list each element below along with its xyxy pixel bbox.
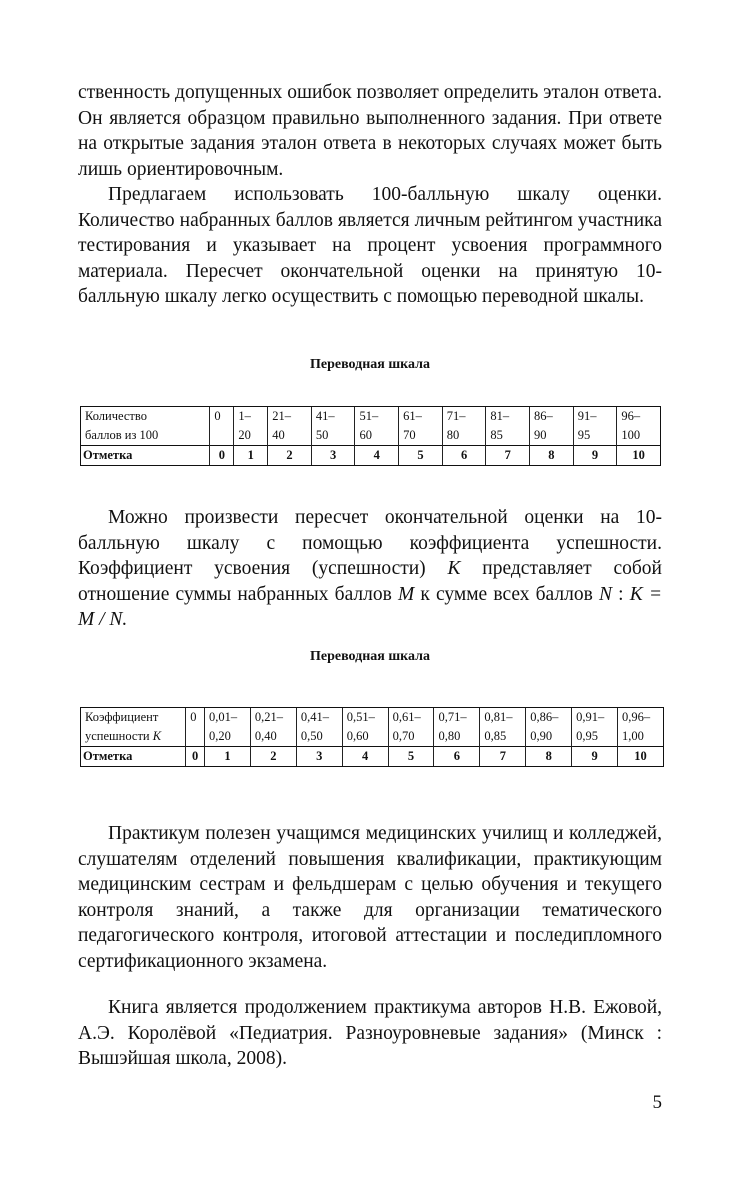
table1-mark: 1 [234,446,268,466]
conversion-table-coefficient [80,707,664,767]
table2-label-var: K [152,729,162,743]
paragraph-3 [78,505,662,633]
table1-range-end: 70 [399,426,443,446]
table1-range-end: 40 [268,426,312,446]
table1-mark: 5 [399,446,443,466]
table1-mark: 2 [268,446,312,466]
table1-mark: 8 [530,446,574,466]
table2-range-end: 0,90 [526,727,572,747]
table2-range-start: 0,86– [526,708,572,728]
table2-mark: 10 [618,747,664,767]
table1-range-end: 20 [234,426,268,446]
table1-mark: 7 [486,446,530,466]
paragraph-3-text-b: представляет собой отношение суммы набранных баллов [78,558,662,605]
var-m: M [397,583,415,605]
table2-range-start: 0,01– [205,708,251,728]
var-n: N [598,583,612,605]
table2-mark: 1 [205,747,251,767]
table1-range-start: 91– [573,407,617,427]
table1-range-start: 51– [355,407,399,427]
table2-marks-label: Отметка [81,747,186,767]
table2-range-end: 1,00 [618,727,664,747]
table2-mark: 9 [572,747,618,767]
table1-range-start: 41– [311,407,355,427]
table2-mark: 8 [526,747,572,767]
table2-range-end: 0,60 [342,727,388,747]
table1-range-start: 96– [617,407,661,427]
paragraph-1: ственность допущенных ошибок позволяет определить эталон ответа. Он является образцом правильно выполненного задания. При ответе на открытые задания эталон ответа в некоторых случаях может быть лишь ориентировочным. [78,82,662,180]
table1-range-start: 21– [268,407,312,427]
formula: K = M / N. [78,583,662,630]
paragraph-5: Книга является продолжением практикума авторов Н.В. Ежовой, А.Э. Королёвой «Педиатрия. Разноуровневые задания» (Минск : Вышэйшая школа, 2008). [78,997,662,1069]
table2-mark: 6 [434,747,480,767]
table1-range-end: 100 [617,426,661,446]
table2-mark: 3 [296,747,342,767]
table1-mark: 10 [617,446,661,466]
table2-range-end [186,727,205,747]
table1-mark: 3 [311,446,355,466]
table2-range-start: 0,91– [572,708,618,728]
table1-range-start: 86– [530,407,574,427]
table1-mark: 9 [573,446,617,466]
page-number: 5 [652,1092,662,1113]
table1-range-end: 95 [573,426,617,446]
table1-label-bottom: баллов из 100 [85,428,159,442]
table1-mark: 4 [355,446,399,466]
table2-mark: 7 [480,747,526,767]
table2-range-start: 0,41– [296,708,342,728]
table2-mark: 5 [388,747,434,767]
table1-marks-label: Отметка [81,446,210,466]
table1-range-start: 0 [210,407,234,427]
table2-range-end: 0,40 [250,727,296,747]
table2-range-end: 0,85 [480,727,526,747]
table1-range-end [210,426,234,446]
table1-label-top: Количество [81,407,210,427]
table2-range-start: 0,71– [434,708,480,728]
table2-range-end: 0,20 [205,727,251,747]
table2-range-end: 0,80 [434,727,480,747]
table1-range-start: 1– [234,407,268,427]
table2-caption: Переводная шкала [309,649,431,664]
table2-range-end: 0,95 [572,727,618,747]
table1-mark: 0 [210,446,234,466]
table1-mark: 6 [442,446,486,466]
table2-range-start: 0,51– [342,708,388,728]
table1-range-end: 80 [442,426,486,446]
table2-range-start: 0 [186,708,205,728]
table1-range-start: 71– [442,407,486,427]
table1-range-end: 50 [311,426,355,446]
table2-range-start: 0,61– [388,708,434,728]
table1-range-start: 61– [399,407,443,427]
table2-range-end: 0,50 [296,727,342,747]
table2-mark: 4 [342,747,388,767]
table1-range-end: 90 [530,426,574,446]
table2-label-bottom-text: успешности [85,729,150,743]
paragraph-3-text-a: Можно произвести пересчет окончательной оценки на 10-балльную шкалу с помощью коэффициента успешности. Коэффициент усвоения (успешности) [78,507,662,579]
table1-caption: Переводная шкала [309,357,431,372]
paragraph-2: Предлагаем использовать 100-балльную шкалу оценки. Количество набранных баллов является личным рейтингом участника тестирования и указывает на процент усвоения программного материала. Пересчет окончательной оценки на принятую 10-балльную шкалу легко осуществить с помощью переводной шкалы. [78,184,662,307]
table2-mark: 0 [186,747,205,767]
paragraph-3-text-c: к сумме всех баллов [414,583,599,605]
paragraph-4: Практикум полезен учащимся медицинских училищ и колледжей, слушателям отделений повышения квалификации, практикующим медицинским сестрам и фельдшерам с целью обучения и текущего контроля знаний, а также для организации тематического педагогического контроля, итоговой аттестации и последипломного сертификационного экзамена. [78,823,662,972]
table2-range-start: 0,21– [250,708,296,728]
table2-range-start: 0,81– [480,708,526,728]
table2-range-end: 0,70 [388,727,434,747]
paragraph-3-text-d: : [611,583,624,605]
table2-mark: 2 [250,747,296,767]
table1-range-end: 85 [486,426,530,446]
var-k: K [447,558,461,579]
table2-range-start: 0,96– [618,708,664,728]
conversion-table-points [80,406,661,466]
table2-label-bottom [81,727,186,747]
table1-range-start: 81– [486,407,530,427]
table1-range-end: 60 [355,426,399,446]
table2-label-top: Коэффициент [81,708,186,728]
